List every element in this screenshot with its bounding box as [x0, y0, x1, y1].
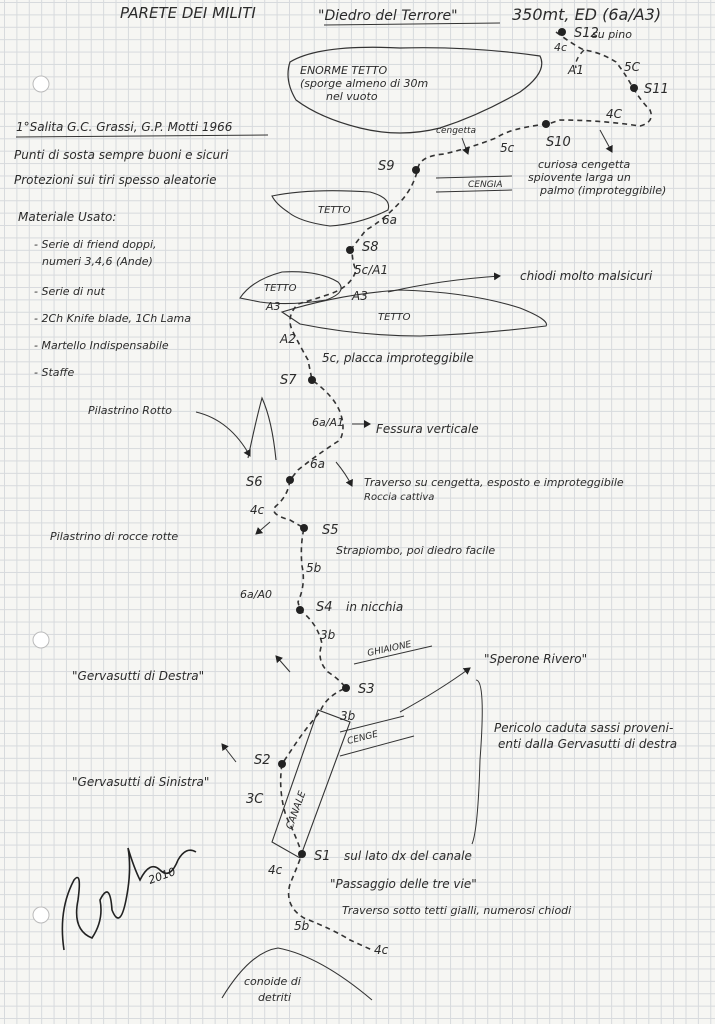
grade-label: 4C	[606, 107, 623, 121]
grade-label: A3	[352, 289, 368, 303]
big-roof-label: ENORME TETTO (sporge almeno di 30m nel vuoto	[300, 64, 429, 103]
station-dot	[412, 166, 420, 174]
station-label: S10	[546, 135, 571, 150]
station-label: S1	[314, 849, 331, 864]
station-label: S5	[322, 523, 339, 538]
note-spur: "Sperone Rivero"	[484, 652, 588, 666]
grade-label: A2	[280, 332, 296, 346]
station-label: S4	[316, 600, 333, 615]
grade-label: 3b	[320, 628, 336, 642]
roof-label: TETTO	[318, 205, 351, 216]
binder-hole	[33, 76, 49, 92]
station-label: S6	[246, 475, 263, 490]
station-dot	[630, 84, 638, 92]
roof-label: TETTO	[378, 312, 411, 323]
ledge-label: cengetta	[436, 126, 477, 136]
title-wall: PARETE DEI MILITI	[120, 4, 256, 22]
grade-label: A1	[568, 63, 584, 77]
ledge-line	[436, 176, 512, 178]
grade-label: 3b	[340, 709, 356, 723]
material-item: - 2Ch Knife blade, 1Ch Lama	[34, 312, 191, 325]
ledge-label: CENGIA	[468, 180, 503, 190]
title-route: "Diedro del Terrore"	[318, 8, 458, 24]
note-slab: 5c, placca improteggibile	[322, 351, 474, 365]
signature-scribble	[62, 848, 196, 950]
note-gervasutti-right: "Gervasutti di Destra"	[72, 669, 205, 683]
note-broken-pillar: Pilastrino di rocce rotte	[50, 530, 179, 543]
note-arrow	[196, 412, 250, 456]
title-grade: 350mt, ED (6a/A3)	[512, 5, 662, 24]
note-rockfall: Pericolo caduta sassi proveni- enti dalla Gervasutti di destra	[494, 721, 678, 751]
material-item: - Staffe	[34, 366, 75, 379]
grade-label: 6a/A0	[240, 588, 272, 601]
material-item: - Martello Indispensabile	[34, 339, 169, 352]
debris-cone-outline	[222, 948, 372, 1000]
station-dot	[298, 850, 306, 858]
station-dot	[542, 120, 550, 128]
note-roof-traverse: Traverso sotto tetti gialli, numerosi chiodi	[342, 904, 572, 917]
note-overhang: Strapiombo, poi diedro facile	[336, 544, 496, 557]
note-crack: Fessura verticale	[376, 422, 479, 436]
grade-label: 5b	[294, 919, 310, 933]
station-dot	[558, 28, 566, 36]
note-pillar: Pilastrino Rotto	[88, 404, 173, 417]
station-dot	[342, 684, 350, 692]
grade-label: 5c/A1	[354, 263, 389, 277]
station-dot	[278, 760, 286, 768]
note-arrow	[600, 130, 612, 152]
materials-title: Materiale Usato:	[18, 210, 117, 224]
binder-hole	[33, 907, 49, 923]
signature-year: 2010	[146, 865, 178, 887]
grade-label: 4c	[268, 863, 283, 877]
canal-outline	[272, 710, 350, 858]
grade-label: 4c	[250, 503, 265, 517]
first-ascent: 1°Salita G.C. Grassi, G.P. Motti 1966	[16, 120, 233, 134]
note-passage: "Passaggio delle tre vie"	[330, 877, 477, 891]
binder-hole	[33, 632, 49, 648]
station-label: S2	[254, 753, 271, 768]
station-dot	[286, 476, 294, 484]
station-dot	[308, 376, 316, 384]
station-label: S7	[280, 373, 297, 388]
grade-label: 6a/A1	[312, 416, 344, 429]
grade-label: 6a	[310, 457, 325, 471]
station-label: S9	[378, 159, 395, 174]
ledges-label: CENGE	[346, 729, 380, 747]
note-bad-rock: Roccia cattiva	[364, 492, 435, 503]
grade-label: 3C	[246, 792, 264, 807]
material-item: - Serie di nut	[34, 285, 105, 298]
note-arrow	[222, 744, 236, 762]
note-s12: su pino	[592, 28, 632, 41]
grade-label: 5c	[500, 141, 515, 155]
grade-label: 6a	[382, 213, 397, 227]
station-label: S8	[362, 240, 379, 255]
station-label: S3	[358, 682, 375, 697]
note-traverse: Traverso su cengetta, esposto e improteggibile	[364, 476, 624, 489]
note-pitons: chiodi molto malsicuri	[520, 269, 653, 283]
note-s1: sul lato dx del canale	[344, 849, 472, 863]
station-dot	[296, 606, 304, 614]
station-label: S11	[644, 82, 669, 97]
grade-label: 5C	[624, 60, 641, 74]
station-label: S12	[574, 26, 599, 41]
material-item: - Serie di friend doppi, numeri 3,4,6 (Ande)	[34, 238, 157, 268]
grade-label: 4c	[554, 41, 568, 54]
note-arrow	[400, 668, 470, 712]
note-arrow	[276, 656, 290, 672]
note-arrow	[388, 276, 500, 292]
grade-label: 4c	[374, 943, 389, 957]
note-stations: Punti di sosta sempre buoni e sicuri	[14, 148, 229, 162]
scree-label: GHIAIONE	[366, 639, 413, 659]
station-dot	[300, 524, 308, 532]
canal-label: CANALE	[284, 789, 309, 832]
grade-label: A3	[266, 300, 281, 313]
note-gervasutti-left: "Gervasutti di Sinistra"	[72, 775, 210, 789]
station-dot	[346, 246, 354, 254]
roof-label: TETTO	[264, 283, 297, 294]
note-s10: curiosa cengetta spiovente larga un palmo (improteggibile)	[528, 158, 667, 197]
ledge-arrow	[462, 138, 468, 154]
first-ascent-underline	[16, 135, 268, 137]
note-arrow	[336, 462, 352, 486]
pillar-outline	[248, 398, 276, 460]
roof-outline	[282, 290, 546, 336]
note-protections: Protezioni sui tiri spesso aleatorie	[14, 173, 217, 187]
ledge-line	[436, 190, 512, 192]
note-niche: in nicchia	[346, 600, 404, 614]
grade-label: 5b	[306, 561, 322, 575]
debris-cone-label: conoide di detriti	[244, 975, 301, 1004]
brace	[472, 680, 482, 844]
note-arrow	[256, 522, 270, 534]
